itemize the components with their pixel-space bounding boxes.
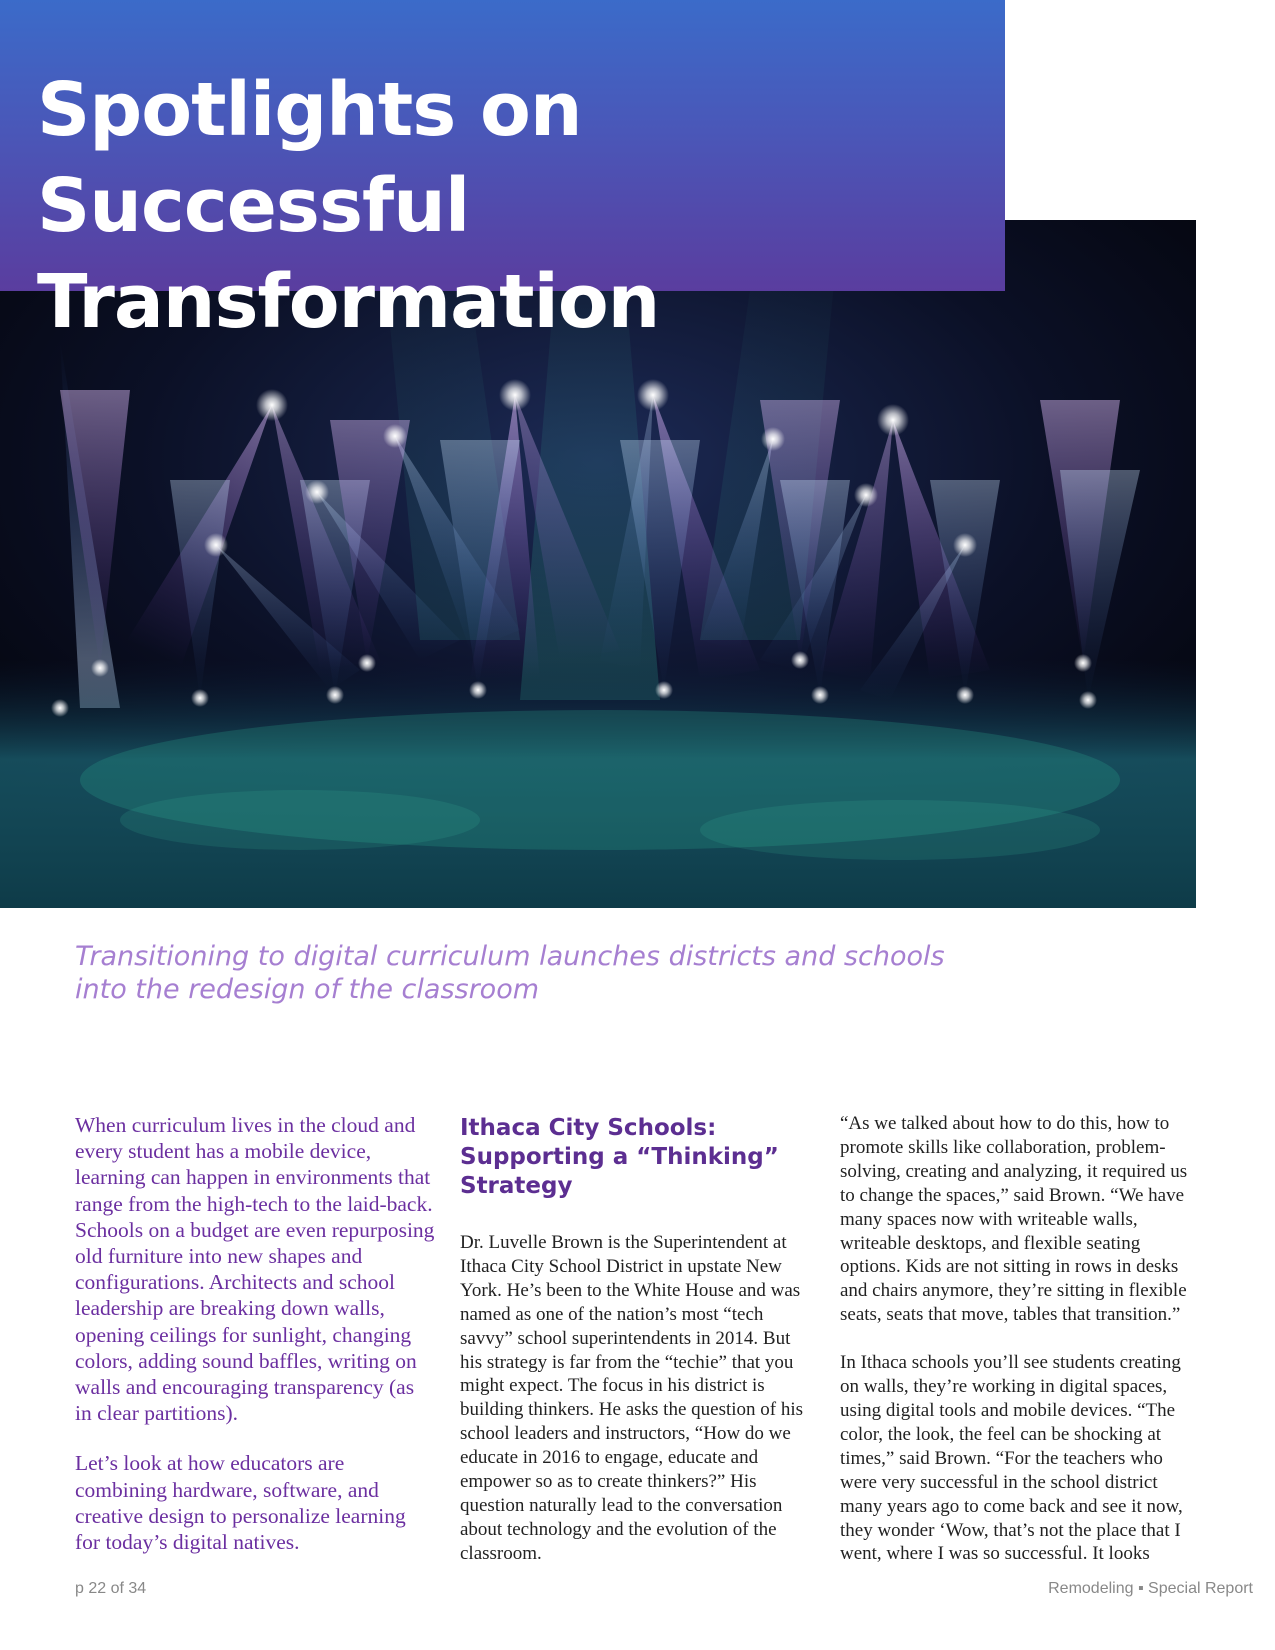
intro-paragraph-2: Let’s look at how educators are combining hardware, software, and creative design to personalize learning for today’s digital natives. <box>75 1451 406 1555</box>
column-intro <box>75 1112 435 1555</box>
section-heading <box>460 1114 805 1201</box>
ithaca-paragraph-1: Dr. Luvelle Brown is the Superintendent at Ithaca City School District in upstate New York. He’s been to the White House and was named as one of the nation’s most “tech savvy” school superintendents in 2014. But his strategy is far from the “techie” that you might expect. The focus in his district is building thinkers. He asks the question of his school leaders and instructors, “How do we educate in 2016 to engage, educate and empower so as to create thinkers?” His question naturally lead to the conversation about technology and the evolution of the classroom. <box>460 1232 804 1564</box>
title-line-2: Successful Transformation <box>37 163 660 345</box>
heading-line-2: Supporting a “Thinking” <box>460 1144 779 1170</box>
subtitle-line-2: into the redesign of the classroom <box>75 974 540 1005</box>
page-number: p 22 of 34 <box>75 1580 147 1597</box>
title-line-1: Spotlights on <box>37 67 582 153</box>
intro-paragraph-1: When curriculum lives in the cloud and every student has a mobile device, learning can happen in environments that range from the high-tech to the laid-back. Schools on a budget are even repurposing old furniture into new shapes and configurations. Architects and school leadership are breaking down walls, opening ceilings for sunlight, changing colors, adding sound baffles, writing on walls and encouraging transparency (as in clear partitions). <box>75 1113 435 1426</box>
quote-paragraph-2: In Ithaca schools you’ll see students creating on walls, they’re working in digital spaces, using digital tools and mobile devices. “The color, the look, the feel can be shocking at times,” said Brown. “For the teachers who were very successful in the school district many years ago to come back and see it now, they wonder ‘Wow, that’s not the place that I went, where I was so successful. It looks <box>840 1352 1183 1565</box>
column-ithaca <box>460 1114 805 1566</box>
column-quote <box>840 1112 1200 1566</box>
title-banner <box>0 0 1005 345</box>
heading-line-1: Ithaca City Schools: <box>460 1115 717 1141</box>
page-title <box>37 62 1005 350</box>
publication-name: Remodeling ▪ Special Report <box>1048 1580 1253 1597</box>
subtitle <box>75 940 1035 1006</box>
quote-paragraph-1: “As we talked about how to do this, how to promote skills like collaboration, problem-solving, creating and analyzing, it required us to change the spaces,” said Brown. “We have many spaces now with writeable walls, writeable desktops, and flexible seating options. Kids are not sitting in rows in desks and chairs anymore, they’re sitting in flexible seats, seats that move, tables that transition.” <box>840 1113 1188 1326</box>
subtitle-line-1: Transitioning to digital curriculum launches districts and schools <box>75 941 945 972</box>
heading-line-3: Strategy <box>460 1173 573 1199</box>
